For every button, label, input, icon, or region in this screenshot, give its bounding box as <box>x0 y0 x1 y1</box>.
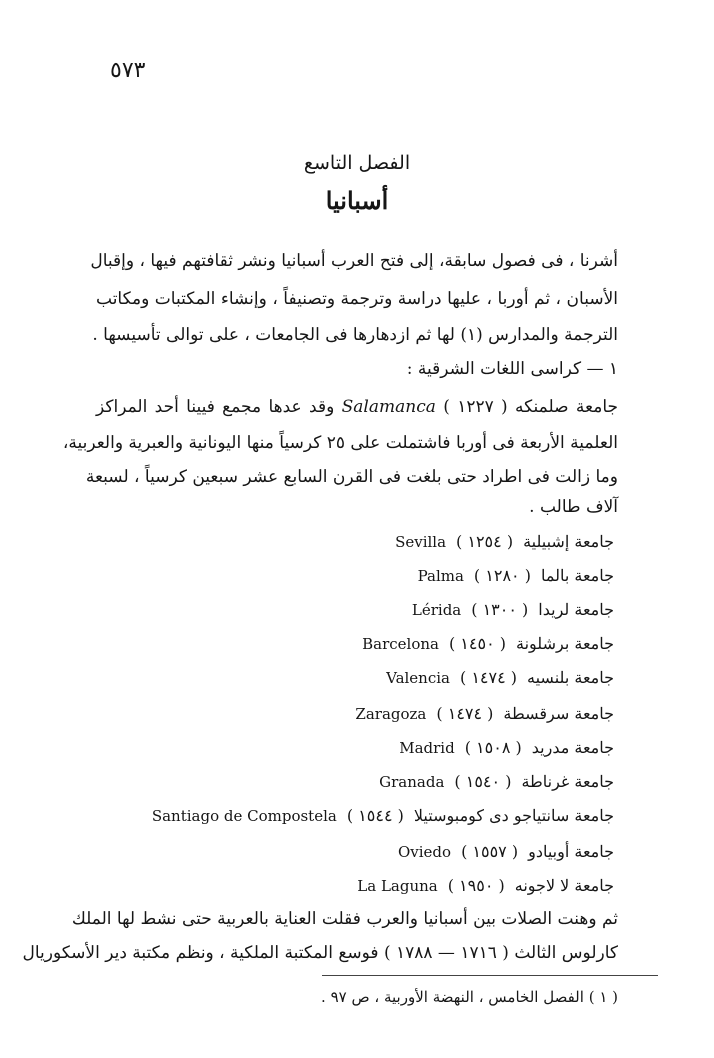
footnote-divider <box>322 975 658 976</box>
university-year: ( ١٥٤٤ ) <box>346 806 404 825</box>
chapter-title: أسبانيا <box>325 186 389 215</box>
university-name: جامعة أوبيادو <box>528 842 614 861</box>
university-year: ( ١٤٥٠ ) <box>448 634 506 653</box>
university-item <box>214 700 614 728</box>
university-item <box>214 664 614 692</box>
footnote: ( ١ ) الفصل الخامس ، النهضة الأوربية ، ص ٩٧ . <box>321 988 618 1006</box>
university-name: جامعة سانتياجو دى كومبوستيلا <box>413 806 614 825</box>
university-year: ( ١٤٧٤ ) <box>436 704 494 723</box>
university-item <box>214 768 614 796</box>
university-latin: Granada <box>379 773 445 791</box>
university-year: ( ١٢٨٠ ) <box>473 566 531 585</box>
chapter-label: الفصل التاسع <box>303 152 411 174</box>
salamanca-line <box>96 392 618 422</box>
closing-line: ثم وهنت الصلات بين أسبانيا والعرب فقلت العناية بالعربية حتى نشط لها الملك <box>71 909 618 929</box>
university-name: جامعة إشبيلية <box>523 532 614 551</box>
university-name: جامعة سرقسطة <box>503 704 614 723</box>
university-item <box>214 528 614 556</box>
university-latin: Lérida <box>411 601 462 619</box>
intro-line: الأسبان ، ثم أوربا ، عليها دراسة وترجمة وتصنيفاً ، وإنشاء المكتبات ومكاتب <box>96 289 618 309</box>
salamanca-latin: Salamanca <box>341 397 436 417</box>
closing-line: كارلوس الثالث ( ١٧١٦ — ١٧٨٨ ) فوسع المكتبة الملكية ، ونظم مكتبة دير الأسكوريال <box>22 943 618 963</box>
university-name: جامعة بلنسيه <box>527 668 614 687</box>
university-item <box>214 596 614 624</box>
university-item <box>94 802 614 830</box>
university-year: ( ١٩٥٠ ) <box>447 876 505 895</box>
university-name: جامعة برشلونة <box>516 634 614 653</box>
section-heading: ١ — كراسى اللغات الشرقية : <box>406 359 618 379</box>
university-latin: Santiago de Compostela <box>151 807 337 825</box>
university-name: جامعة مدريد <box>531 738 614 757</box>
university-name: جامعة غرناطة <box>521 772 614 791</box>
university-latin: Zaragoza <box>355 705 427 723</box>
page-number: ٥٧٣ <box>110 58 146 83</box>
university-year: ( ١٥٤٠ ) <box>454 772 512 791</box>
university-year: ( ١٢٥٤ ) <box>456 532 514 551</box>
university-item <box>214 734 614 762</box>
university-latin: Sevilla <box>395 533 447 551</box>
university-year: ( ١٣٠٠ ) <box>471 600 529 619</box>
salamanca-rest: وقد عدها مجمع فيينا أحد المراكز <box>96 397 335 417</box>
university-name: جامعة بالما <box>540 566 614 585</box>
university-latin: Oviedo <box>397 843 452 861</box>
intro-line: الترجمة والمدارس (١) لها ثم ازدهارها فى الجامعات ، على توالى تأسيسها . <box>92 325 618 345</box>
salamanca-line: وما زالت فى اطراد حتى بلغت فى القرن السابع عشر سبعين كرسياً ، لسبعة <box>85 467 618 487</box>
university-year: ( ١٤٧٤ ) <box>459 668 518 687</box>
university-latin: Madrid <box>399 739 455 757</box>
university-year: ( ١٥٠٨ ) <box>464 738 522 757</box>
university-name: جامعة لا لاجونه <box>514 876 614 895</box>
university-item <box>214 630 614 658</box>
university-year: ( ١٥٥٧ ) <box>461 842 519 861</box>
university-item <box>214 838 614 866</box>
university-latin: La Laguna <box>357 877 438 895</box>
university-latin: Barcelona <box>362 635 439 653</box>
salamanca-line: آلاف طالب . <box>529 497 618 517</box>
university-item <box>214 562 614 590</box>
university-name: جامعة لريدا <box>538 600 614 619</box>
university-latin: Valencia <box>386 669 450 687</box>
salamanca-line: العلمية الأربعة فى أوربا فاشتملت على ٢٥ كرسياً منها اليونانية والعبرية والعربية، <box>62 433 618 453</box>
salamanca-prefix: جامعة صلمنكه ( ١٢٢٧ ) <box>443 397 619 417</box>
intro-line: أشرنا ، فى فصول سابقة، إلى فتح العرب أسبانيا ونشر ثقافتهم فيها ، وإقبال <box>90 251 618 271</box>
university-item <box>214 872 614 900</box>
university-latin: Palma <box>417 567 464 585</box>
